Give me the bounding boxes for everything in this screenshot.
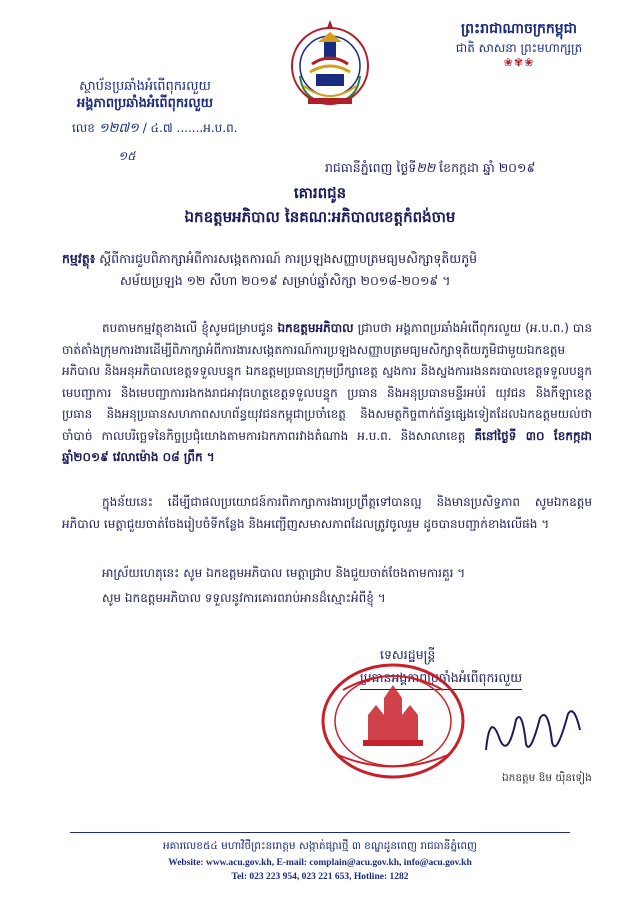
para1-meeting-date: គឺនៅថ្ងៃទី ៣០ ខែកក្កដា ឆ្នាំ២០១៩ វេលាម៉ោង ០៨ ព្រឹក ។: [62, 428, 592, 464]
kingdom-ornament: ❀✾❀: [503, 56, 535, 69]
body-paragraph-4: [62, 588, 592, 610]
para1-text: ជ្រាបថា អង្គភាពប្រឆាំងអំពើពុករលួយ (អ.ប.ព.) បានចាត់តាំងក្រុមការងារដើម្បីពិភាក្សាអំពីការងារសង្កេតការណ៍ការប្រឡងសញ្ញាបត្រមធ្យមសិក្សាទុតិយភូមិជាមួយឯកឧត្តមអភិបាល និងអនុអភិបាលខេត្តទទួលបន្ទុក ឯកឧត្តមប្រធានក្រុមប្រឹក្សាខេត្ត ស្នងការ និងស្នងការរងនគរបាលខេត្តទទួលបន្ទុក មេបញ្ជាការ និងមេបញ្ជាការរងកងរាជអាវុធហត្ថខេត្តទទួលបន្ទុក ប្រធាន និងអនុប្រធានមន្ទីរអប់រំ យុវជន និងកីឡាខេត្ត ប្រធាន និងអនុប្រធានសហភាពសហព័ន្ធយុវជនកម្ពុជាប្រចាំខេត្ត និងសមត្ថកិច្ចពាក់ព័ន្ធផ្សេងទៀតដែលឯកឧត្តមយល់ថាចាំបាច់ កាលបរិច្ឆេទនៃកិច្ចប្រជុំយោងតាមការឯកភាពរវាងតំណាង អ.ប.ព. និងសាលាខេត្ត: [62, 321, 592, 443]
letter-date: [325, 160, 535, 179]
subject-line2: សម័យប្រឡង ១២ សីហា ២០១៩ សម្រាប់ឆ្នាំសិក្សា ២០១៨-២០១៩ ។: [120, 273, 451, 288]
date-day: ២២: [416, 160, 436, 175]
official-seal: [318, 660, 468, 782]
handwritten-signature: [478, 700, 588, 762]
ref-extra: ១៥: [118, 149, 136, 163]
para4-text: សូម ឯកឧត្តមអភិបាល ទទួលនូវការគោរពរាប់អានដ៏ស្មោះអំពីខ្ញុំ: [102, 591, 374, 605]
ref-number: ១២៧១: [98, 121, 139, 136]
footer-web: Website: www.acu.gov.kh, E-mail: complain@acu.gov.kh, info@acu.gov.kh: [168, 858, 472, 868]
addressee: ឯកឧត្តមអភិបាល នៃគណៈអភិបាលខេត្តកំពង់ចាម: [184, 208, 456, 226]
body-paragraph-1: [62, 318, 592, 469]
footer-divider: [70, 832, 570, 833]
agency-institution: ស្ថាប័នប្រឆាំងអំពើពុករលួយ: [79, 79, 211, 94]
kingdom-header: [434, 20, 604, 69]
signatory-position: ប្រធានអង្គភាពប្រឆាំងអំពើពុករលួយ: [360, 670, 522, 690]
subject-block: [62, 248, 582, 292]
footer-phone: Tel: 023 223 954, 023 221 653, Hotline: 1282: [231, 872, 409, 882]
agency-header: [60, 78, 230, 113]
signatory-title: ទេសរដ្ឋមន្ត្រី: [380, 647, 436, 662]
subject-label: កម្មវត្ថុ៖: [62, 251, 96, 266]
footer-address: អគារលេខ៥៤ មហាវិថីព្រះនរោត្តម សង្កាត់ផ្សារថ្មី ៣ ខណ្ឌដូនពេញ រាជធានីភ្នំពេញ: [162, 840, 477, 852]
subject-line1: ស្តីពីការជួបពិភាក្សាអំពីការសង្កេតការណ៍ ការប្រឡងសញ្ញាបត្រមធ្យមសិក្សាទុតិយភូមិ: [99, 251, 478, 266]
ref-prefix: លេខ: [72, 121, 95, 135]
para1-addressee: ឯកឧត្តមអភិបាល: [277, 321, 354, 335]
acu-logo: [290, 14, 370, 124]
para3-text: អាស្រ័យហេតុនេះ សូម ឯកឧត្តមអភិបាល មេត្តាជ្រាប និងជួយចាត់ចែងតាមការគួរ ។: [102, 566, 466, 580]
salutation: គោរពជូន: [293, 184, 347, 202]
body-paragraph-2: [62, 492, 592, 535]
kingdom-motto: ជាតិ សាសនា ព្រះមហាក្សត្រ: [455, 41, 583, 55]
agency-unit: អង្គភាពប្រឆាំងអំពើពុករលួយ: [77, 96, 213, 111]
body-paragraph-3: [62, 563, 592, 585]
ref-suffix: / ៤.៧ .......អ.ប.ព.: [142, 121, 238, 135]
para2-text: ក្នុងន័យនេះ ដើម្បីជាផលប្រយោជន៍ការពិភាក្សាការងារប្រព្រឹត្តទៅបានល្អ និងមានប្រសិទ្ធភាព សូមឯកឧត្តមអភិបាល មេត្តាជួយចាត់ចែងរៀបចំទីកន្លែង និងអញ្ជើញសមាសភាពដែលត្រូវចូលរួម ដូចបានបញ្ជាក់ខាងលើផង ។: [62, 495, 592, 531]
reference-number: [72, 120, 238, 139]
kingdom-title: ព្រះរាជាណាចក្រកម្ពុជា: [460, 21, 577, 37]
para4-end: ។: [377, 591, 386, 605]
date-suffix: ខែកក្កដា ឆ្នាំ ២០១៩: [439, 160, 536, 175]
signatory-name: ឯកឧត្តម ឱម យ៉ិនទៀង: [502, 772, 592, 784]
date-prefix: រាជធានីភ្នំពេញ ថ្ងៃទី: [325, 160, 417, 175]
para1-intro: តបតាមកម្មវត្ថុខាងលើ ខ្ញុំសូមជម្រាបជូន: [102, 321, 274, 335]
